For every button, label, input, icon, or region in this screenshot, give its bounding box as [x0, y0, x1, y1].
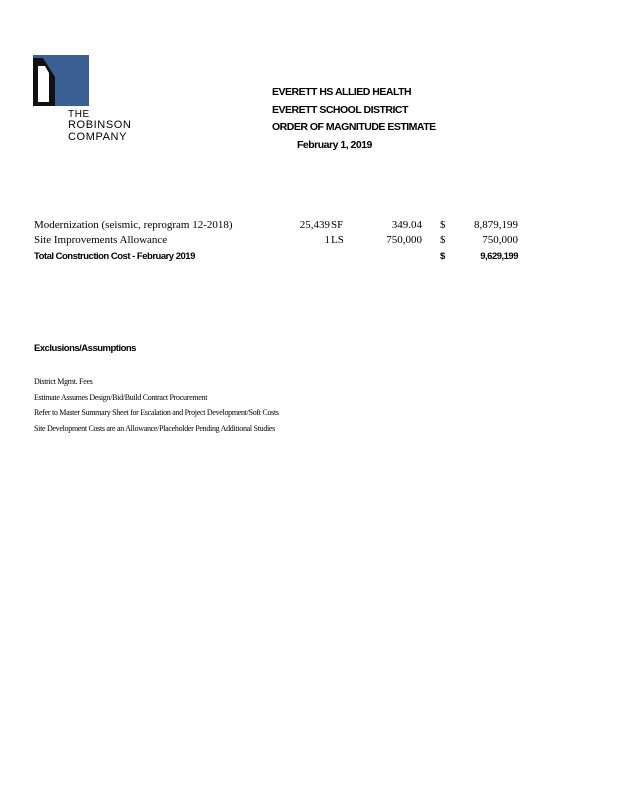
- exclusions-title: Exclusions/Assumptions: [34, 343, 136, 354]
- document-header: [272, 84, 436, 154]
- row-quantity: 1: [324, 234, 330, 246]
- row-unit: SF: [331, 219, 344, 231]
- company-logo: [33, 55, 153, 150]
- estimate-type: ORDER OF MAGNITUDE ESTIMATE: [272, 121, 436, 133]
- row-rate: 349.04: [391, 219, 422, 231]
- row-currency: $: [440, 219, 446, 231]
- row-total: 8,879,199: [474, 219, 518, 231]
- project-title: EVERETT HS ALLIED HEALTH: [272, 86, 412, 98]
- list-item: District Mgmt. Fees: [34, 377, 93, 386]
- list-item: Estimate Assumes Design/Bid/Build Contract Procurement: [34, 392, 208, 402]
- list-item: Refer to Master Summary Sheet for Escalation and Project Development/Soft Costs: [34, 408, 279, 417]
- cost-row: [0, 218, 618, 233]
- row-quantity: 25,439: [299, 219, 330, 231]
- row-rate: 750,000: [386, 234, 422, 246]
- row-currency: $: [440, 234, 446, 246]
- cost-row: [0, 233, 618, 248]
- total-currency: $: [440, 251, 445, 262]
- row-unit: LS: [331, 234, 344, 246]
- row-description: Modernization (seismic, reprogram 12-2018): [34, 219, 233, 231]
- logo-text-company: COMPANY: [68, 131, 128, 143]
- logo-text-the: THE: [68, 109, 90, 120]
- total-row: [0, 249, 618, 264]
- estimate-date: February 1, 2019: [297, 138, 372, 151]
- list-item: Site Development Costs are an Allowance/Placeholder Pending Additional Studies: [34, 423, 275, 433]
- exclusions-list: [34, 374, 279, 436]
- total-label: Total Construction Cost - February 2019: [34, 251, 195, 262]
- robinson-logo-icon: [33, 55, 91, 107]
- district-title: EVERETT SCHOOL DISTRICT: [272, 103, 408, 116]
- row-total: 750,000: [482, 234, 518, 246]
- row-description: Site Improvements Allowance: [34, 234, 168, 246]
- logo-text-robinson: ROBINSON: [68, 119, 132, 131]
- total-amount: 9,629,199: [480, 251, 518, 262]
